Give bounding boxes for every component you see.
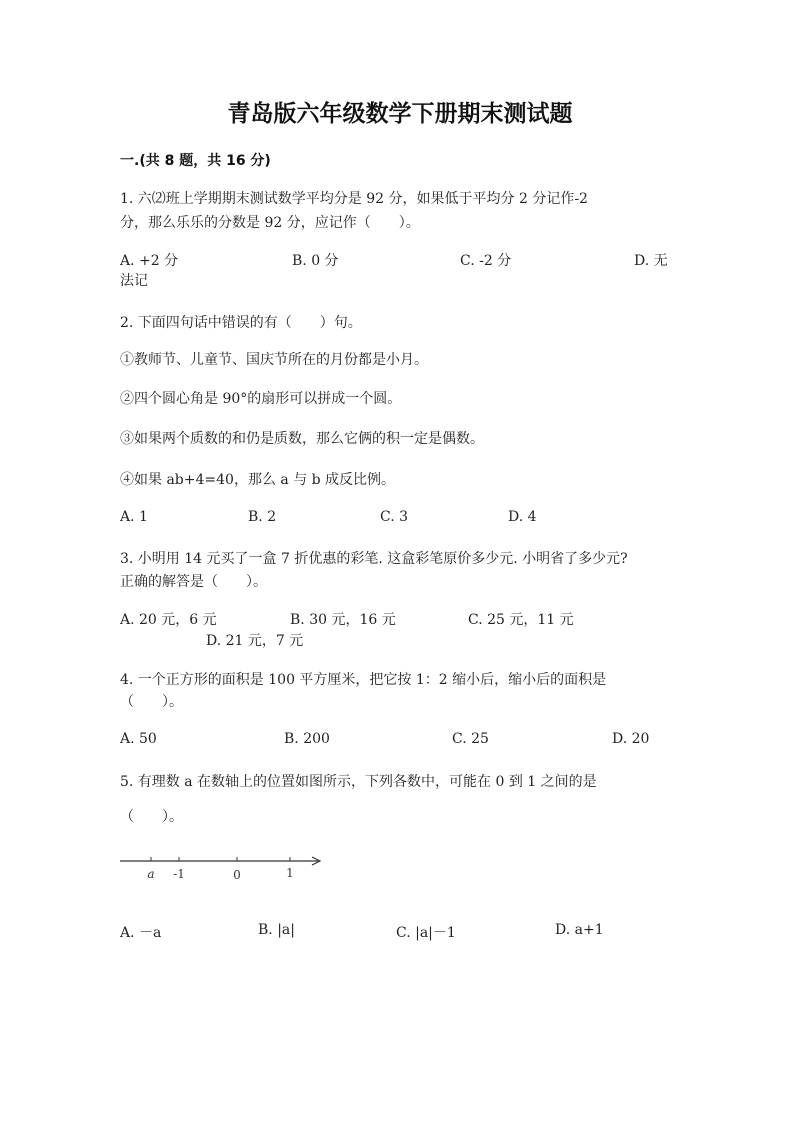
axis-label-zero: 0 bbox=[233, 868, 241, 882]
q2-statement-2: ②四个圆心角是 90°的扇形可以拼成一个圆。 bbox=[120, 391, 402, 407]
q2-option-d: D. 4 bbox=[508, 509, 537, 525]
q5-option-d: D. a+1 bbox=[555, 922, 604, 938]
q2-option-a: A. 1 bbox=[120, 509, 148, 525]
q3-option-c: C. 25 元，11 元 bbox=[468, 612, 574, 628]
q5-option-a: A. －a bbox=[120, 925, 162, 941]
q1-option-b: B. 0 分 bbox=[292, 253, 339, 269]
q2-statement-1: ①教师节、儿童节、国庆节所在的月份都是小月。 bbox=[120, 352, 428, 368]
q2-stem: 2. 下面四句话中错误的有（ ）句。 bbox=[120, 315, 362, 331]
q5-stem-line2: （ ）。 bbox=[120, 809, 183, 825]
q1-option-c: C. -2 分 bbox=[460, 253, 512, 269]
axis-label-one: 1 bbox=[286, 866, 294, 880]
q1-option-d-cont: 法记 bbox=[120, 273, 148, 289]
q5-stem-line1: 5. 有理数 a 在数轴上的位置如图所示，下列各数中，可能在 0 到 1 之间的是 bbox=[120, 774, 597, 790]
section-heading: 一.(共 8 题，共 16 分) bbox=[120, 153, 271, 169]
q4-stem-line2: （ ）。 bbox=[120, 694, 183, 710]
q5-option-c: C. |a|－1 bbox=[396, 925, 456, 941]
page-title: 青岛版六年级数学下册期末测试题 bbox=[227, 101, 573, 127]
q3-option-a: A. 20 元，6 元 bbox=[120, 612, 217, 628]
q4-option-a: A. 50 bbox=[120, 731, 157, 747]
q2-statement-4: ④如果 ab+4=40，那么 a 与 b 成反比例。 bbox=[120, 472, 396, 488]
q4-stem-line1: 4. 一个正方形的面积是 100 平方厘米，把它按 1：2 缩小后，缩小后的面积是 bbox=[120, 672, 607, 688]
q3-stem-line1: 3. 小明用 14 元买了一盒 7 折优惠的彩笔. 这盒彩笔原价多少元. 小明省了多少元? bbox=[120, 551, 628, 567]
q3-option-b: B. 30 元，16 元 bbox=[290, 612, 396, 628]
number-line-figure bbox=[118, 852, 328, 884]
q1-stem-line2: 分，那么乐乐的分数是 92 分，应记作（ ）。 bbox=[120, 215, 420, 231]
q1-option-d: D. 无 bbox=[634, 253, 668, 269]
q3-stem-line2: 正确的解答是（ ）。 bbox=[120, 574, 267, 590]
q4-option-c: C. 25 bbox=[452, 731, 489, 747]
q2-option-c: C. 3 bbox=[380, 509, 409, 525]
q2-option-b: B. 2 bbox=[248, 509, 277, 525]
axis-label-a: a bbox=[147, 867, 155, 881]
q1-option-a: A. +2 分 bbox=[120, 253, 179, 269]
q3-option-d: D. 21 元，7 元 bbox=[206, 633, 304, 649]
q2-statement-3: ③如果两个质数的和仍是质数，那么它俩的积一定是偶数。 bbox=[120, 431, 484, 447]
q4-option-b: B. 200 bbox=[284, 731, 330, 747]
q1-stem-line1: 1. 六⑵班上学期期末测试数学平均分是 92 分，如果低于平均分 2 分记作-2 bbox=[120, 191, 588, 207]
axis-label-neg1: -1 bbox=[173, 867, 185, 881]
q5-option-b: B. |a| bbox=[258, 922, 295, 938]
q4-option-d: D. 20 bbox=[612, 731, 650, 747]
